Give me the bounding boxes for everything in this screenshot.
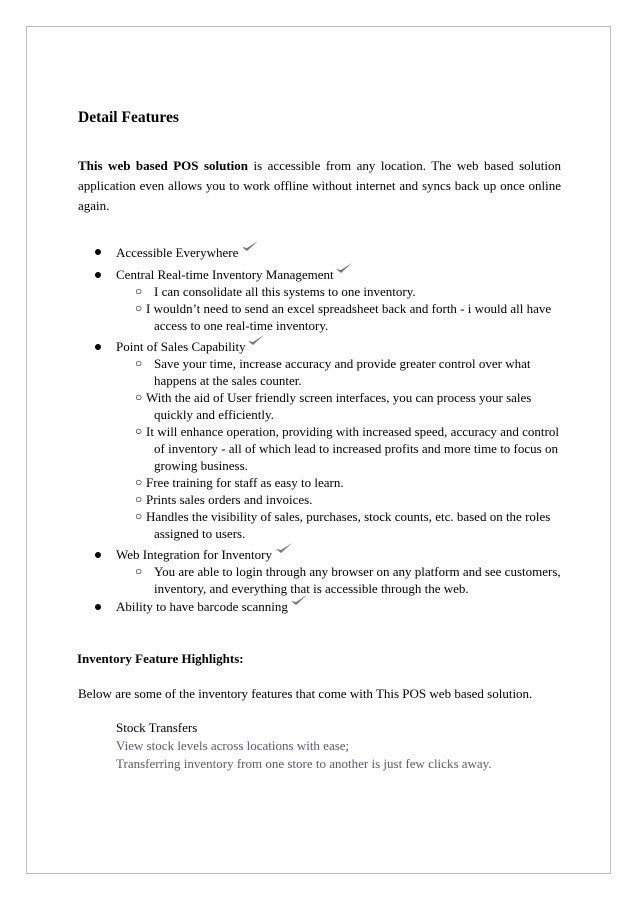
feature-item: Central Real-time Inventory Management: [116, 267, 334, 282]
circle-bullet-icon: ○: [135, 424, 143, 438]
sub-item-cont: access to one real-time inventory.: [154, 318, 329, 333]
checkmark-icon: [275, 541, 293, 555]
feature-item: Web Integration for Inventory: [116, 547, 272, 562]
sub-item: You are able to login through any browser on any platform and see customers,: [154, 564, 561, 579]
checkmark-icon: [335, 261, 353, 275]
feature-item: Point of Sales Capability: [116, 339, 246, 354]
sub-item: I can consolidate all this systems to one inventory.: [154, 284, 416, 299]
checkmark-icon: [247, 333, 265, 347]
sub-item-cont: assigned to users.: [154, 526, 246, 541]
checkmark-icon: [241, 239, 259, 253]
stock-transfers-title: Stock Transfers: [116, 720, 198, 735]
intro-paragraph: [78, 156, 561, 216]
circle-bullet-icon: ○: [135, 390, 143, 404]
checkmark-icon: [290, 593, 308, 607]
sub-item-cont: quickly and efficiently.: [154, 407, 274, 422]
sub-item: I wouldn’t need to send an excel spreadsheet back and forth - i would all have: [146, 301, 552, 316]
sub-item: With the aid of User friendly screen interfaces, you can process your sales: [146, 390, 532, 405]
bullet-icon: [95, 249, 101, 255]
feature-item: Ability to have barcode scanning: [116, 599, 288, 614]
sub-item: Prints sales orders and invoices.: [146, 492, 313, 507]
circle-bullet-icon: ○: [135, 492, 143, 506]
circle-bullet-icon: ○: [135, 509, 143, 523]
bullet-icon: [95, 272, 101, 278]
bullet-icon: [95, 552, 101, 558]
highlights-intro: Below are some of the inventory features that come with This POS web based solution.: [78, 686, 533, 701]
intro-bold: This web based POS solution: [78, 158, 249, 173]
sub-item: Save your time, increase accuracy and provide greater control over what: [154, 356, 531, 371]
bullet-icon: [95, 604, 101, 610]
circle-bullet-icon: ○: [135, 284, 143, 298]
circle-bullet-icon: ○: [135, 564, 143, 578]
feature-item: Accessible Everywhere: [116, 245, 239, 260]
sub-item-cont: happens at the sales counter.: [154, 373, 302, 388]
sub-item: It will enhance operation, providing with increased speed, accuracy and control: [146, 424, 559, 439]
highlights-heading: Inventory Feature Highlights:: [77, 651, 244, 666]
circle-bullet-icon: ○: [135, 356, 143, 370]
intro-text: is accessible from any location. The web based solution application even allows you to work offline without internet and syncs back up once online again.: [78, 158, 562, 213]
sub-item: Free training for staff as easy to learn.: [146, 475, 344, 490]
circle-bullet-icon: ○: [135, 301, 143, 315]
stock-line-1: View stock levels across locations with ease;: [116, 738, 350, 753]
stock-line-2: Transferring inventory from one store to another is just few clicks away.: [116, 756, 492, 771]
section-heading: Detail Features: [78, 109, 179, 126]
sub-item-cont: growing business.: [154, 458, 248, 473]
sub-item-cont: of inventory - all of which lead to increased profits and more time to focus on: [154, 441, 558, 456]
bullet-icon: [95, 344, 101, 350]
sub-item-cont: inventory, and everything that is accessible through the web.: [154, 581, 469, 596]
sub-item: Handles the visibility of sales, purchases, stock counts, etc. based on the roles: [146, 509, 551, 524]
circle-bullet-icon: ○: [135, 475, 143, 489]
